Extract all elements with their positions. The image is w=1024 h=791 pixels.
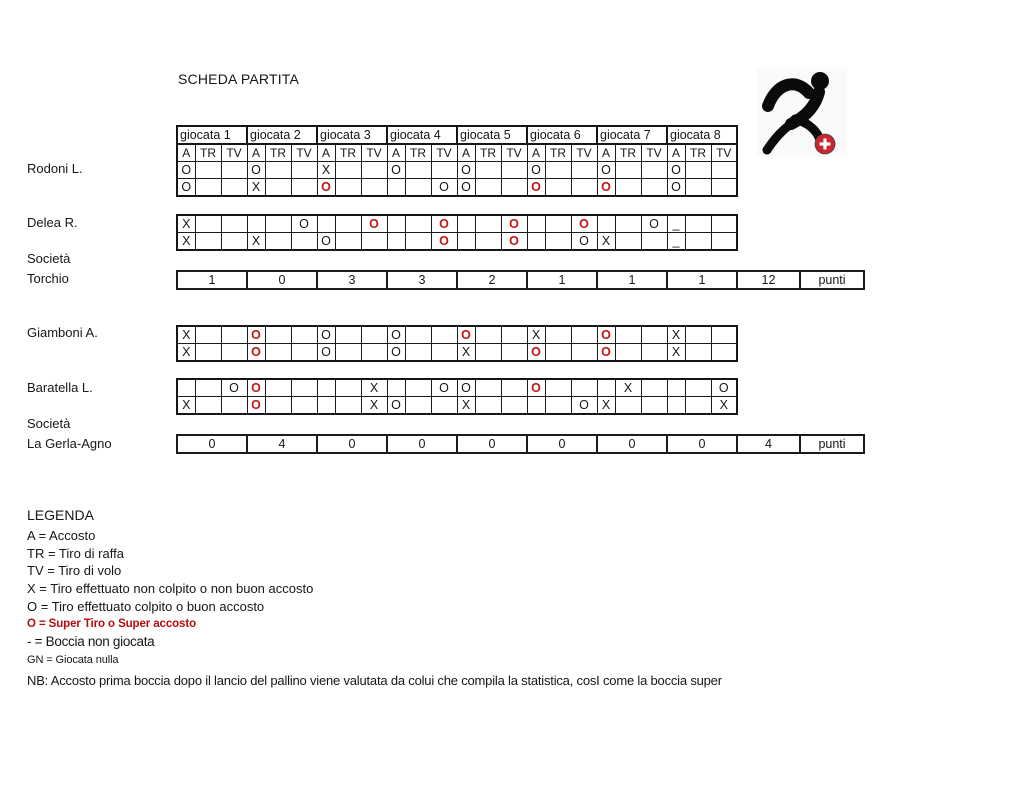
legend-line-gn: GN = Giocata nulla [27, 653, 119, 666]
mark-cell [335, 162, 361, 179]
bocce-player-logo [757, 67, 847, 157]
mark-cell [475, 233, 501, 251]
legend-line-dash: - = Boccia non giocata [27, 633, 155, 649]
legend-line-super: O = Super Tiro o Super accosto [27, 617, 197, 630]
mark-cell [457, 215, 475, 233]
mark-cell: O [571, 233, 597, 251]
mark-cell [317, 397, 335, 415]
mark-cell: _ [667, 215, 685, 233]
mark-cell [571, 179, 597, 197]
mark-cell [335, 233, 361, 251]
mark-cell [571, 326, 597, 344]
team-name-torchio: Torchio [27, 271, 69, 286]
mark-cell [361, 344, 387, 362]
mark-cell [615, 344, 641, 362]
mark-cell [405, 179, 431, 197]
mark-cell [361, 179, 387, 197]
shot-type-header: A [177, 144, 195, 162]
mark-cell: O [597, 326, 615, 344]
mark-cell [641, 162, 667, 179]
mark-cell: X [361, 379, 387, 397]
mark-cell: O [247, 326, 265, 344]
mark-cell [361, 326, 387, 344]
giocata-points-cell: 3 [317, 271, 387, 289]
mark-cell [405, 379, 431, 397]
mark-cell [335, 344, 361, 362]
mark-cell [501, 344, 527, 362]
mark-cell: O [597, 179, 615, 197]
mark-cell: O [457, 162, 475, 179]
mark-cell [265, 344, 291, 362]
giocata-points-cell: 3 [387, 271, 457, 289]
giocata-points-cell: 0 [667, 435, 737, 453]
mark-cell: O [247, 162, 265, 179]
mark-cell: X [457, 344, 475, 362]
mark-cell [317, 379, 335, 397]
mark-cell: X [667, 344, 685, 362]
gerla-points-row [176, 434, 865, 454]
mark-cell [291, 379, 317, 397]
mark-cell [685, 344, 711, 362]
shot-type-header: TR [685, 144, 711, 162]
society-label-2: Società [27, 416, 71, 431]
bocce-player-icon [757, 67, 847, 157]
mark-cell: O [317, 326, 335, 344]
mark-cell [545, 215, 571, 233]
mark-cell [387, 233, 405, 251]
mark-cell: O [431, 233, 457, 251]
giocata-points-cell: 0 [247, 271, 317, 289]
shot-type-header: TR [265, 144, 291, 162]
mark-cell [711, 326, 737, 344]
mark-cell: O [247, 397, 265, 415]
mark-cell [641, 379, 667, 397]
giocata-header: giocata 3 [317, 126, 387, 144]
mark-cell [195, 162, 221, 179]
shot-type-header: TR [405, 144, 431, 162]
mark-cell [195, 326, 221, 344]
rodoni-grid [176, 125, 738, 197]
mark-cell: O [667, 179, 685, 197]
shot-type-header: TR [545, 144, 571, 162]
mark-cell: O [667, 162, 685, 179]
mark-cell [405, 397, 431, 415]
mark-cell [475, 215, 501, 233]
mark-cell [597, 379, 615, 397]
mark-cell: X [711, 397, 737, 415]
mark-cell: O [361, 215, 387, 233]
mark-cell [527, 215, 545, 233]
mark-cell [265, 179, 291, 197]
mark-cell: X [667, 326, 685, 344]
giocata-header: giocata 5 [457, 126, 527, 144]
mark-cell [291, 326, 317, 344]
mark-cell [405, 326, 431, 344]
mark-cell [431, 162, 457, 179]
legend-line-tv: TV = Tiro di volo [27, 563, 122, 579]
mark-cell [335, 326, 361, 344]
mark-cell [685, 379, 711, 397]
mark-cell [265, 326, 291, 344]
mark-cell [711, 215, 737, 233]
mark-cell [291, 179, 317, 197]
mark-cell [431, 397, 457, 415]
shot-type-header: A [247, 144, 265, 162]
giocata-points-cell: 1 [667, 271, 737, 289]
giocata-header: giocata 1 [177, 126, 247, 144]
mark-cell [711, 233, 737, 251]
mark-cell: O [571, 215, 597, 233]
mark-cell [685, 179, 711, 197]
torchio-points-row [176, 270, 865, 290]
mark-cell [335, 397, 361, 415]
mark-cell: O [457, 379, 475, 397]
mark-cell [711, 344, 737, 362]
mark-cell [527, 397, 545, 415]
mark-cell: X [597, 233, 615, 251]
mark-cell [501, 162, 527, 179]
shot-type-header: A [387, 144, 405, 162]
mark-cell: O [571, 397, 597, 415]
mark-cell [685, 233, 711, 251]
mark-cell [711, 179, 737, 197]
giocata-points-cell: 0 [317, 435, 387, 453]
mark-cell [501, 179, 527, 197]
giocata-points-cell: 2 [457, 271, 527, 289]
shot-type-header: TV [221, 144, 247, 162]
mark-cell [361, 162, 387, 179]
mark-cell: O [247, 344, 265, 362]
delea-grid [176, 214, 738, 251]
mark-cell [545, 397, 571, 415]
mark-cell: X [317, 162, 335, 179]
mark-cell [221, 215, 247, 233]
mark-cell [545, 326, 571, 344]
mark-cell: O [387, 326, 405, 344]
mark-cell [641, 233, 667, 251]
giocata-points-cell: 4 [247, 435, 317, 453]
mark-cell [501, 326, 527, 344]
mark-cell [545, 179, 571, 197]
mark-cell: X [247, 179, 265, 197]
shot-type-header: TV [361, 144, 387, 162]
mark-cell [195, 344, 221, 362]
giocata-header: giocata 4 [387, 126, 457, 144]
player-name-giamboni: Giamboni A. [27, 325, 98, 340]
shot-type-header: TV [571, 144, 597, 162]
mark-cell [641, 326, 667, 344]
mark-cell [685, 326, 711, 344]
mark-cell: O [177, 179, 195, 197]
shot-type-header: TV [431, 144, 457, 162]
shot-type-header: TV [641, 144, 667, 162]
mark-cell [265, 397, 291, 415]
mark-cell [545, 344, 571, 362]
mark-cell [615, 233, 641, 251]
mark-cell [265, 162, 291, 179]
mark-cell [501, 379, 527, 397]
mark-cell: O [317, 344, 335, 362]
shot-type-header: A [597, 144, 615, 162]
mark-cell [615, 397, 641, 415]
giocata-points-cell: 0 [527, 435, 597, 453]
mark-cell [475, 379, 501, 397]
mark-cell [387, 179, 405, 197]
punti-label-cell: punti [800, 435, 864, 453]
mark-cell [195, 233, 221, 251]
legend [27, 506, 927, 690]
mark-cell: O [457, 326, 475, 344]
mark-cell: O [527, 162, 545, 179]
shot-type-header: TR [615, 144, 641, 162]
mark-cell [335, 179, 361, 197]
mark-cell [545, 233, 571, 251]
mark-cell: O [501, 215, 527, 233]
mark-cell [641, 179, 667, 197]
mark-cell [457, 233, 475, 251]
mark-cell [221, 162, 247, 179]
mark-cell [571, 162, 597, 179]
shot-type-header: TR [475, 144, 501, 162]
mark-cell: X [457, 397, 475, 415]
mark-cell: O [317, 233, 335, 251]
mark-cell: O [597, 344, 615, 362]
mark-cell [527, 233, 545, 251]
mark-cell: O [597, 162, 615, 179]
team-name-gerla: La Gerla-Agno [27, 436, 112, 451]
mark-cell [387, 215, 405, 233]
giocata-header: giocata 8 [667, 126, 737, 144]
mark-cell: X [177, 397, 195, 415]
mark-cell [291, 162, 317, 179]
mark-cell: O [177, 162, 195, 179]
mark-cell: X [177, 233, 195, 251]
mark-cell [221, 179, 247, 197]
giocata-points-cell: 1 [177, 271, 247, 289]
mark-cell [431, 344, 457, 362]
page-title: SCHEDA PARTITA [178, 71, 300, 87]
mark-cell: X [177, 326, 195, 344]
giocata-header: giocata 2 [247, 126, 317, 144]
giocata-points-cell: 0 [457, 435, 527, 453]
mark-cell [335, 215, 361, 233]
mark-cell [475, 326, 501, 344]
mark-cell [641, 344, 667, 362]
mark-cell: O [431, 215, 457, 233]
total-points-cell: 12 [737, 271, 800, 289]
mark-cell [195, 179, 221, 197]
mark-cell: O [247, 379, 265, 397]
player-name-baratella: Baratella L. [27, 380, 93, 395]
mark-cell [475, 162, 501, 179]
legend-line-tr: TR = Tiro di raffa [27, 545, 124, 561]
shot-type-header: A [317, 144, 335, 162]
mark-cell: O [641, 215, 667, 233]
mark-cell [475, 397, 501, 415]
mark-cell: X [597, 397, 615, 415]
giamboni-grid [176, 325, 738, 362]
mark-cell [501, 397, 527, 415]
mark-cell [291, 397, 317, 415]
total-points-cell: 4 [737, 435, 800, 453]
mark-cell: X [247, 233, 265, 251]
mark-cell [405, 344, 431, 362]
shot-type-header: TR [335, 144, 361, 162]
mark-cell [195, 397, 221, 415]
giocata-header: giocata 6 [527, 126, 597, 144]
giocata-points-cell: 1 [597, 271, 667, 289]
mark-cell: X [615, 379, 641, 397]
mark-cell: _ [667, 233, 685, 251]
shot-type-header: TV [501, 144, 527, 162]
mark-cell: O [387, 162, 405, 179]
mark-cell [711, 162, 737, 179]
mark-cell [615, 162, 641, 179]
mark-cell [475, 344, 501, 362]
giocata-points-cell: 0 [177, 435, 247, 453]
mark-cell: O [431, 379, 457, 397]
shot-type-header: TR [195, 144, 221, 162]
legend-line-nb: NB: Accosto prima boccia dopo il lancio del pallino viene valutata da colui che compila la statistica, cosI come la boccia super [27, 672, 722, 688]
mark-cell [615, 326, 641, 344]
giocata-points-cell: 0 [597, 435, 667, 453]
mark-cell: X [527, 326, 545, 344]
giocata-header: giocata 7 [597, 126, 667, 144]
mark-cell [405, 233, 431, 251]
mark-cell [685, 397, 711, 415]
mark-cell [177, 379, 195, 397]
player-name-rodoni: Rodoni L. [27, 161, 83, 176]
mark-cell: O [501, 233, 527, 251]
legend-line-accosto: A = Accosto [27, 528, 96, 543]
mark-cell [615, 215, 641, 233]
mark-cell [641, 397, 667, 415]
mark-cell [667, 397, 685, 415]
mark-cell [597, 215, 615, 233]
mark-cell [221, 233, 247, 251]
mark-cell [221, 326, 247, 344]
mark-cell [667, 379, 685, 397]
mark-cell: O [291, 215, 317, 233]
mark-cell [335, 379, 361, 397]
player-name-delea: Delea R. [27, 215, 78, 230]
mark-cell [387, 379, 405, 397]
legend-line-o: O = Tiro effettuato colpito o buon accosto [27, 598, 265, 614]
shot-type-header: A [527, 144, 545, 162]
society-label-1: Società [27, 251, 71, 266]
mark-cell: O [387, 344, 405, 362]
mark-cell [195, 379, 221, 397]
mark-cell: O [457, 179, 475, 197]
mark-cell [317, 215, 335, 233]
mark-cell: X [177, 215, 195, 233]
mark-cell [195, 215, 221, 233]
mark-cell [361, 233, 387, 251]
mark-cell [615, 179, 641, 197]
baratella-grid [176, 378, 738, 415]
mark-cell: O [431, 179, 457, 197]
mark-cell: O [527, 179, 545, 197]
mark-cell [475, 179, 501, 197]
mark-cell [685, 162, 711, 179]
mark-cell [545, 162, 571, 179]
mark-cell [221, 397, 247, 415]
giocata-points-cell: 1 [527, 271, 597, 289]
mark-cell [571, 379, 597, 397]
legend-heading: LEGENDA [27, 507, 94, 523]
legend-line-x: X = Tiro effettuato non colpito o non buon accosto [27, 581, 314, 597]
mark-cell: O [527, 344, 545, 362]
mark-cell [247, 215, 265, 233]
mark-cell: O [221, 379, 247, 397]
shot-type-header: A [667, 144, 685, 162]
shot-type-header: A [457, 144, 475, 162]
mark-cell [265, 233, 291, 251]
mark-cell [405, 162, 431, 179]
mark-cell [291, 233, 317, 251]
mark-cell: O [317, 179, 335, 197]
mark-cell: O [711, 379, 737, 397]
mark-cell [291, 344, 317, 362]
mark-cell [431, 326, 457, 344]
mark-cell [685, 215, 711, 233]
punti-label-cell: punti [800, 271, 864, 289]
shot-type-header: TV [291, 144, 317, 162]
mark-cell: X [177, 344, 195, 362]
mark-cell [571, 344, 597, 362]
shot-type-header: TV [711, 144, 737, 162]
mark-cell: O [527, 379, 545, 397]
giocata-points-cell: 0 [387, 435, 457, 453]
mark-cell [405, 215, 431, 233]
mark-cell [545, 379, 571, 397]
mark-cell: X [361, 397, 387, 415]
mark-cell [221, 344, 247, 362]
mark-cell: O [387, 397, 405, 415]
mark-cell [265, 215, 291, 233]
mark-cell [265, 379, 291, 397]
